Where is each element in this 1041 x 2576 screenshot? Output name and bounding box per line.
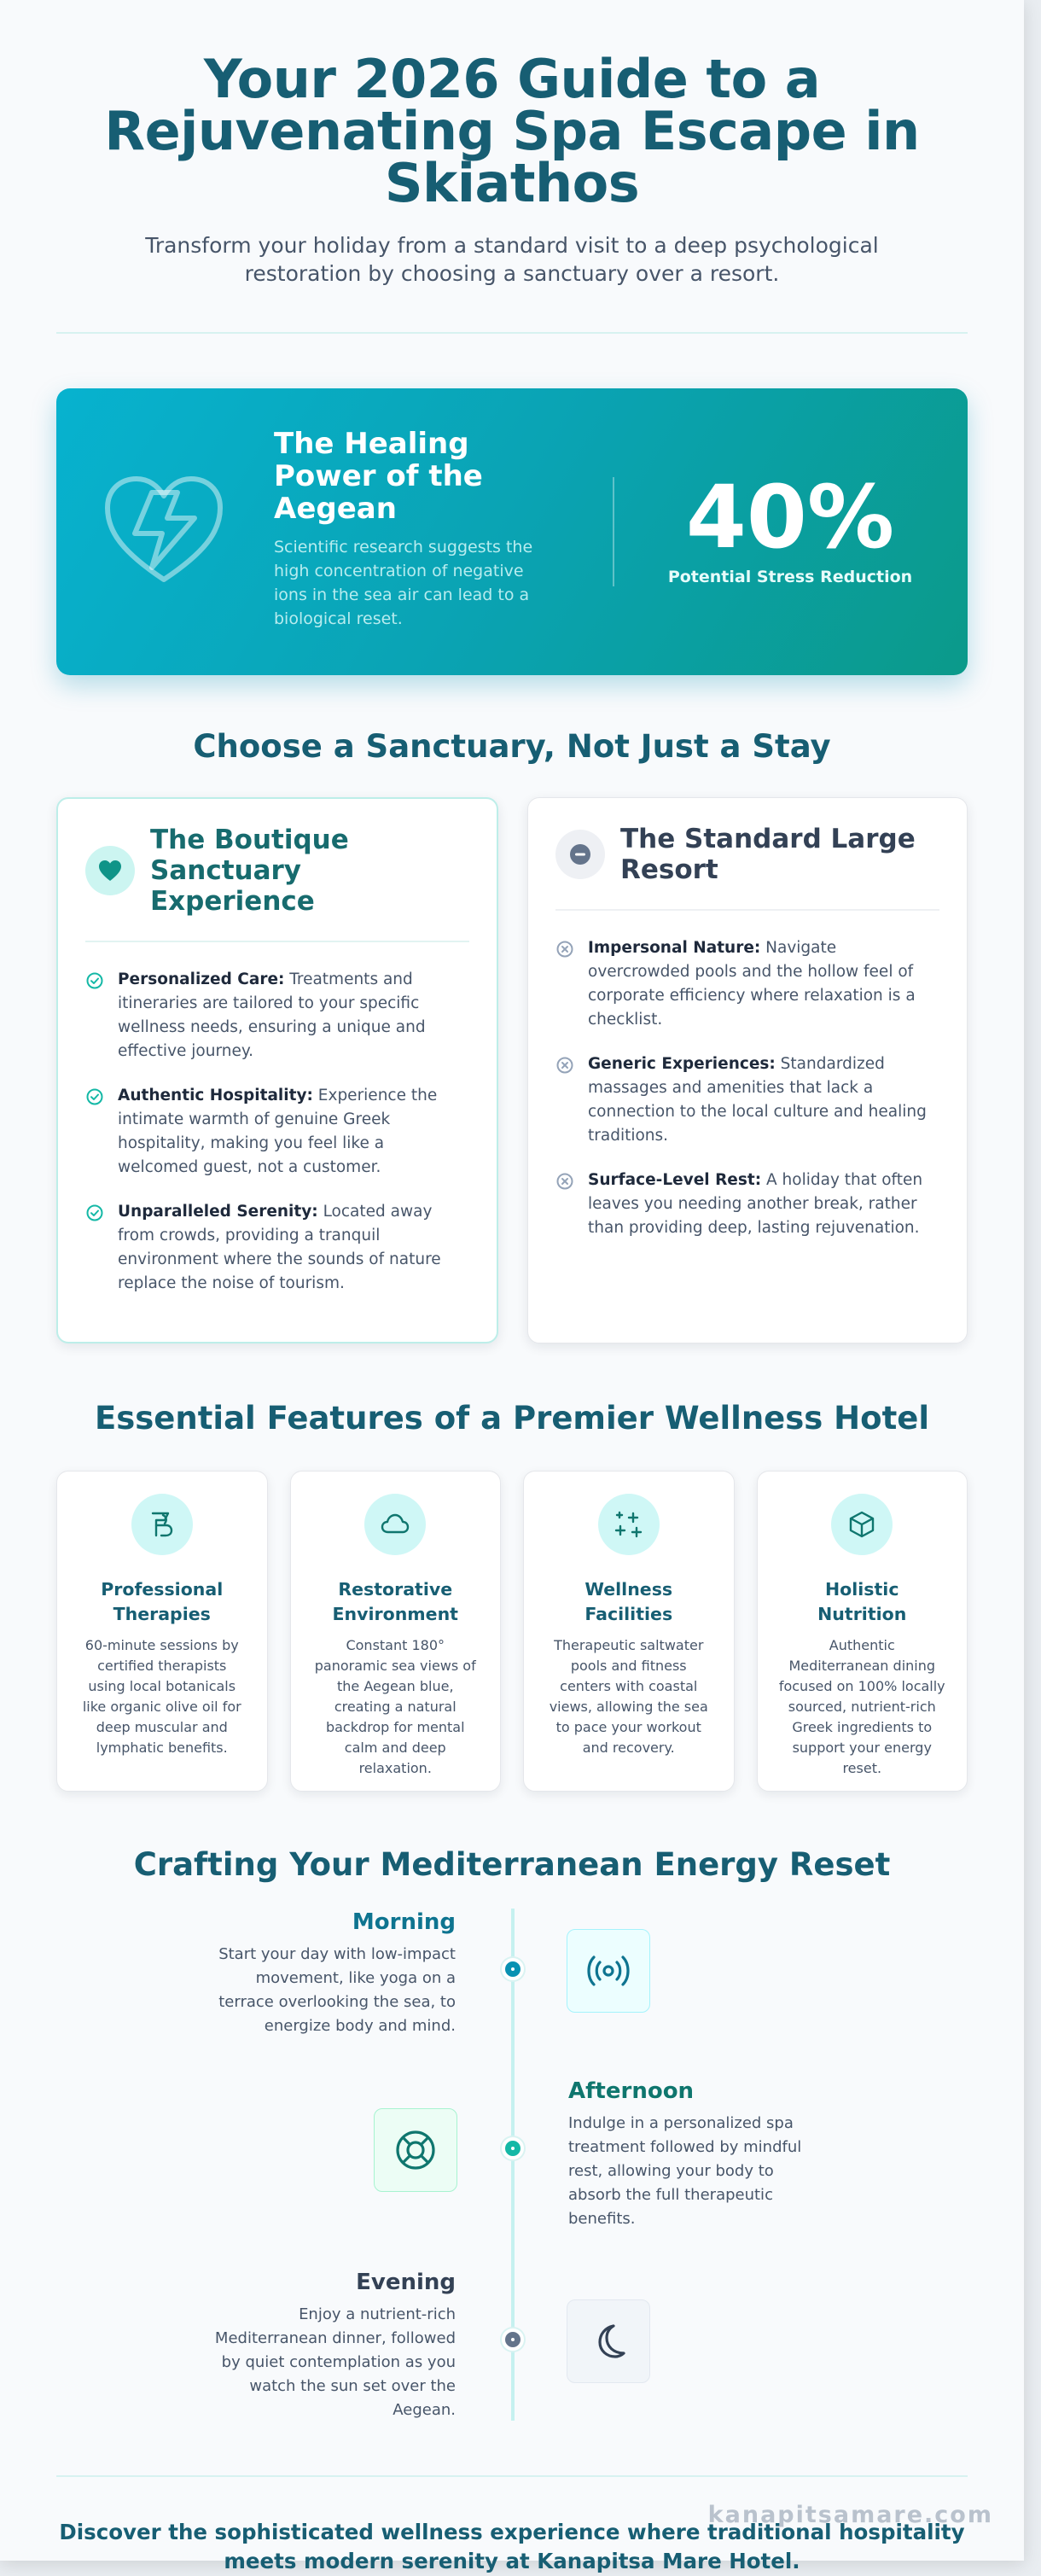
- feature-text: Therapeutic saltwater pools and fitness centers with coastal views, allowing the sea to pace your workout and recovery.: [549, 1637, 708, 1756]
- check-circle-icon: [85, 971, 104, 990]
- closing-statement: Discover the sophisticated wellness experience where traditional hospitality meets modern serenity at Kanapitsa Mare Hotel.: [59, 2520, 965, 2573]
- heart-bolt-icon: [102, 474, 225, 586]
- lifebuoy-icon: [374, 2108, 457, 2192]
- item-text: Standardized massages and amenities that lack a connection to the local culture and healing traditions.: [588, 1055, 927, 1145]
- x-circle-icon: [555, 1056, 574, 1075]
- item-text: Navigate overcrowded pools and the hollow feel of corporate efficiency where relaxation is a checklist.: [588, 939, 916, 1029]
- item-label: Impersonal Nature:: [588, 939, 761, 957]
- timeline-entry-title: Evening: [356, 2270, 456, 2295]
- heart-icon: [85, 846, 135, 895]
- list-item: [85, 968, 469, 1064]
- timeline-entry-text: Indulge in a personalized spa treatment followed by mindful rest, allowing your body to absorb the full therapeutic benefits.: [568, 2114, 802, 2228]
- features-title: Essential Features of a Premier Wellness Hotel: [94, 1400, 930, 1437]
- feature-title: Holistic Nutrition: [817, 1579, 907, 1624]
- feature-text: 60-minute sessions by certified therapists using local botanicals like organic olive oil for deep muscular and lymphatic benefits.: [82, 1637, 241, 1756]
- timeline-dot: [502, 1958, 524, 1980]
- check-circle-icon: [85, 1087, 104, 1106]
- timeline-entry-text: Enjoy a nutrient-rich Mediterranean dinner, followed by quiet contemplation as you watch the sun set over the Aegean.: [214, 2305, 456, 2419]
- broadcast-icon: [567, 1929, 650, 2013]
- item-text: A holiday that often leaves you needing another break, rather than providing deep, lasting rejuvenation.: [588, 1171, 923, 1237]
- list-item: [555, 1052, 939, 1148]
- feature-title: Wellness Facilities: [584, 1579, 673, 1624]
- stat-banner: [56, 388, 968, 675]
- sanctuary-card: [56, 797, 498, 1343]
- timeline-entry-text: Start your day with low-impact movement, like yoga on a terrace overlooking the sea, to energize body and mind.: [218, 1945, 456, 2035]
- item-label: Generic Experiences:: [588, 1055, 776, 1073]
- item-label: Unparalleled Serenity:: [118, 1203, 318, 1221]
- item-label: Personalized Care:: [118, 970, 285, 988]
- list-item: [555, 936, 939, 1032]
- moon-icon: [567, 2299, 650, 2383]
- hand-leaf-icon: [131, 1494, 193, 1555]
- banner-text: Scientific research suggests the high concentration of negative ions in the sea air can lead to a biological reset.: [274, 538, 533, 628]
- page-title: Your 2026 Guide to a Rejuvenating Spa Escape in Skiathos: [104, 48, 920, 214]
- website-domain: kanapitsamare.com: [707, 2502, 993, 2528]
- banner-divider: [613, 477, 614, 586]
- timeline-entry-morning: [200, 1909, 456, 2038]
- comparison-section: [56, 797, 968, 1343]
- features-section: [56, 1471, 968, 1792]
- feature-text: Authentic Mediterranean dining focused on 100% locally sourced, nutrient-rich Greek ingredients to support your energy reset.: [778, 1637, 945, 1776]
- footer-divider: [56, 2475, 968, 2477]
- list-item: [555, 1169, 939, 1240]
- timeline-entry-afternoon: [568, 2078, 816, 2231]
- feature-title: Professional Therapies: [101, 1579, 224, 1624]
- list-item: [85, 1200, 469, 1296]
- timeline-entry-evening: [200, 2269, 456, 2422]
- timeline-dot: [502, 2137, 524, 2159]
- item-text: Located away from crowds, providing a tranquil environment where the sounds of nature replace the noise of tourism.: [118, 1203, 441, 1292]
- box-icon: [831, 1494, 893, 1555]
- feature-card: [56, 1471, 268, 1792]
- comparison-title: Choose a Sanctuary, Not Just a Stay: [193, 728, 831, 765]
- stat-label: Potential Stress Reduction: [667, 568, 913, 586]
- stat-value: 40%: [685, 467, 895, 568]
- item-label: Authentic Hospitality:: [118, 1087, 313, 1104]
- resort-card: [527, 797, 968, 1343]
- resort-title: The Standard Large Resort: [620, 824, 916, 885]
- timeline-entry-title: Afternoon: [568, 2078, 695, 2104]
- feature-text: Constant 180° panoramic sea views of the Aegean blue, creating a natural backdrop for mental calm and deep relaxation.: [314, 1637, 476, 1776]
- header-divider: [56, 332, 968, 334]
- feature-card: [523, 1471, 735, 1792]
- sanctuary-title: The Boutique Sanctuary Experience: [150, 825, 349, 917]
- feature-card: [290, 1471, 502, 1792]
- x-circle-icon: [555, 1172, 574, 1191]
- item-text: Treatments and itineraries are tailored to your specific wellness needs, ensuring a unique and effective journey.: [118, 970, 426, 1060]
- check-circle-icon: [85, 1203, 104, 1222]
- cloud-icon: [364, 1494, 426, 1555]
- minus-circle-icon: [555, 830, 605, 879]
- timeline-entry-title: Morning: [352, 1909, 456, 1935]
- timeline-dot: [502, 2328, 524, 2351]
- timeline: [0, 1909, 1024, 2421]
- item-label: Surface-Level Rest:: [588, 1171, 762, 1189]
- feature-card: [757, 1471, 968, 1792]
- feature-title: Restorative Environment: [332, 1579, 458, 1624]
- sparkles-icon: [598, 1494, 660, 1555]
- timeline-title: Crafting Your Mediterranean Energy Reset: [133, 1846, 891, 1883]
- item-text: Experience the intimate warmth of genuine Greek hospitality, making you feel like a welcomed guest, not a customer.: [118, 1087, 438, 1176]
- x-circle-icon: [555, 940, 574, 959]
- page-subtitle: Transform your holiday from a standard visit to a deep psychological restoration by choosing a sanctuary over a resort.: [145, 233, 879, 286]
- banner-title: The Healing Power of the Aegean: [274, 427, 483, 526]
- list-item: [85, 1084, 469, 1180]
